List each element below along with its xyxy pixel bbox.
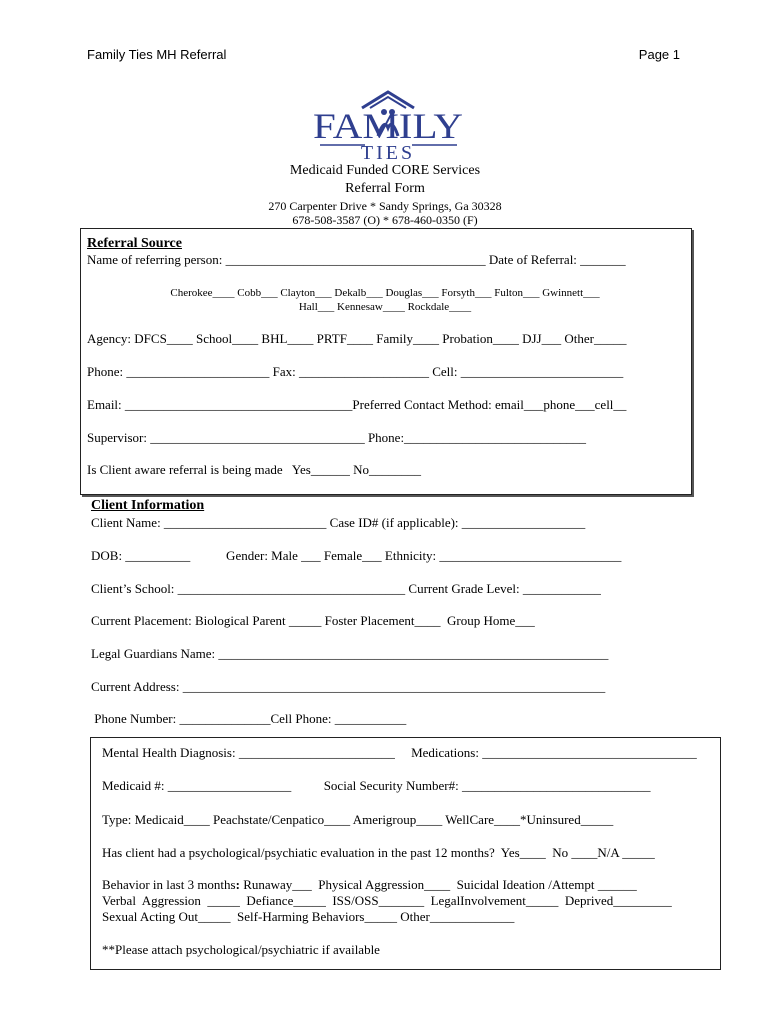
logo-wordmark: FAMILY (313, 106, 463, 146)
insurance-type-field[interactable]: Type: Medicaid____ Peachstate/Cenpatico____ Amerigroup____ WellCare____*Uninsured_____ (102, 812, 614, 827)
medicaid-ssn-field[interactable]: Medicaid #: ___________________ Social Security Number#: _____________________________ (102, 778, 651, 793)
referral-source-heading: Referral Source (87, 236, 182, 251)
client-aware-field[interactable]: Is Client aware referral is being made Yes______ No________ (87, 462, 421, 477)
organization-address: 270 Carpenter Drive * Sandy Springs, Ga 30328 (268, 199, 502, 213)
referrer-email-field[interactable]: Email: ___________________________________Preferred Contact Method: email___phone___cell__ (87, 397, 627, 412)
county-checklist-row-2[interactable]: Hall___ Kennesaw____ Rockdale____ (298, 301, 472, 313)
behavior-colon: : (235, 877, 240, 892)
supervisor-field[interactable]: Supervisor: _________________________________ Phone:____________________________ (87, 430, 587, 445)
legal-guardians-field[interactable]: Legal Guardians Name: ____________________________________________________________ (91, 646, 609, 661)
referrer-phone-field[interactable]: Phone: ______________________ Fax: ____________________ Cell: _________________________ (87, 364, 624, 379)
behavior-row-3[interactable]: Sexual Acting Out_____ Self-Harming Behaviors_____ Other_____________ (102, 909, 515, 924)
behavior-row-1[interactable] (102, 877, 637, 892)
page-number: Page 1 (638, 47, 680, 62)
client-school-field[interactable]: Client’s School: ___________________________________ Current Grade Level: ____________ (91, 581, 601, 596)
current-address-field[interactable]: Current Address: _________________________________________________________________ (91, 679, 606, 694)
form-subtitle: Referral Form (345, 181, 425, 196)
client-phone-field[interactable]: Phone Number: ______________Cell Phone: ___________ (91, 711, 407, 726)
current-placement-field[interactable]: Current Placement: Biological Parent _____ Foster Placement____ Group Home___ (91, 613, 535, 628)
diagnosis-medications-field[interactable]: Mental Health Diagnosis: ________________________ Medications: _________________________________ (102, 745, 697, 760)
referring-person-field[interactable]: Name of referring person: ________________________________________ Date of Referral: _______ (87, 252, 626, 267)
county-checklist-row-1[interactable]: Cherokee____ Cobb___ Clayton___ Dekalb___ Douglas___ Forsyth___ Fulton___ Gwinnett___ (170, 287, 600, 299)
evaluation-field[interactable]: Has client had a psychological/psychiatic evaluation in the past 12 months? Yes____ No ____N/A _____ (102, 845, 655, 860)
family-ties-logo-graphic (300, 88, 470, 163)
dob-gender-field[interactable]: DOB: __________ Gender: Male ___ Female___ Ethnicity: ____________________________ (91, 548, 622, 563)
logo-subword: TIES (360, 142, 416, 163)
organization-phones: 678-508-3587 (O) * 678-460-0350 (F) (292, 213, 478, 227)
attach-note: **Please attach psychological/psychiatric if available (102, 942, 380, 957)
behavior-label: Behavior in last 3 months (102, 877, 236, 892)
header-title: Family Ties MH Referral (87, 47, 227, 62)
referral-source-box (80, 228, 692, 495)
behavior-row-1-options: Runaway___ Physical Aggression____ Suicidal Ideation /Attempt ______ (239, 877, 637, 892)
client-name-field[interactable]: Client Name: _________________________ Case ID# (if applicable): ___________________ (91, 515, 586, 530)
family-ties-logo (300, 88, 470, 163)
behavior-row-2[interactable]: Verbal Aggression _____ Defiance_____ ISS/OSS_______ LegalInvolvement_____ Deprived_________ (102, 893, 672, 908)
agency-field[interactable]: Agency: DFCS____ School____ BHL____ PRTF____ Family____ Probation____ DJJ___ Other_____ (87, 331, 627, 346)
form-title: Medicaid Funded CORE Services (289, 163, 481, 178)
client-information-heading: Client Information (91, 498, 205, 513)
